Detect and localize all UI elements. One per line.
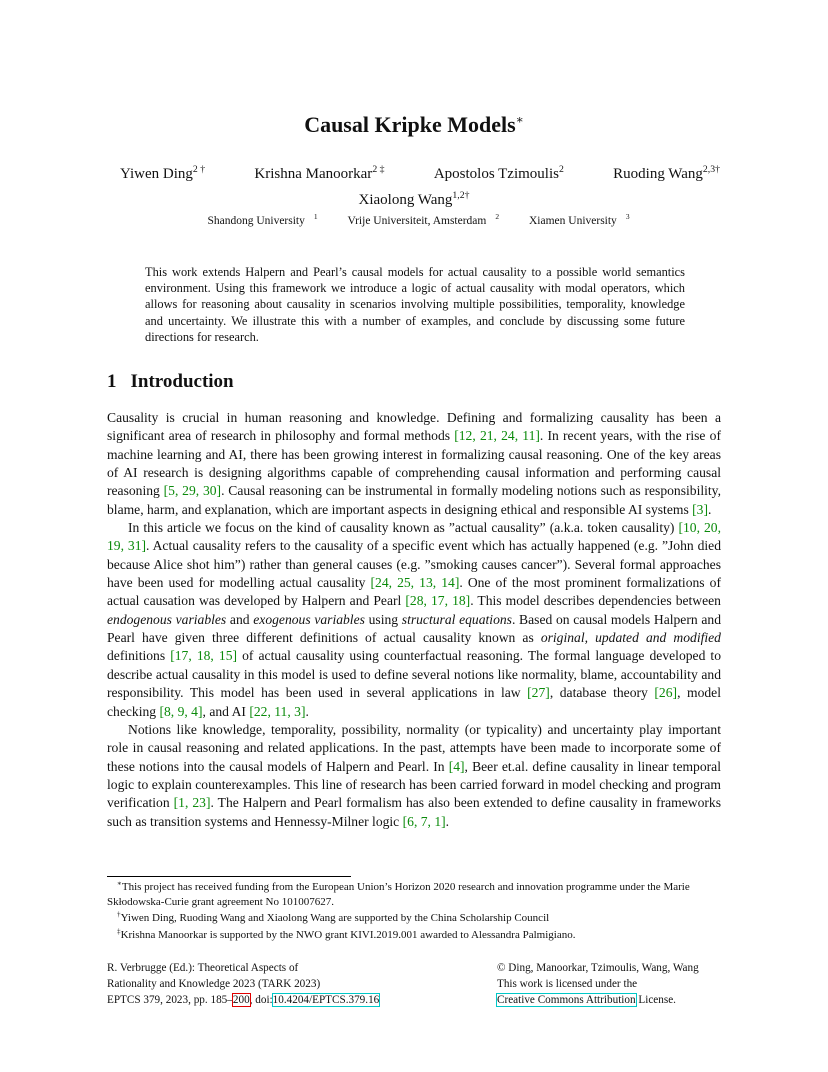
- affiliation: [198, 212, 318, 227]
- author-sup: 2: [558, 164, 564, 175]
- citation-link[interactable]: [8, 9, 4]: [159, 703, 203, 719]
- last-page-link[interactable]: 200: [232, 994, 250, 1006]
- citation-link[interactable]: [3]: [692, 501, 708, 517]
- footnote-text: Yiwen Ding, Ruoding Wang and Xiaolong Wang are supported by the China Scholarship Council: [120, 912, 550, 925]
- affiliations: [0, 212, 828, 227]
- citation-link[interactable]: [4]: [448, 758, 465, 774]
- text-run: , database theory: [549, 685, 655, 701]
- citation-link[interactable]: [6, 7, 1]: [402, 813, 446, 829]
- text-run: , model checking: [107, 685, 721, 719]
- section-title: Introduction: [130, 371, 234, 392]
- paragraph: [107, 519, 721, 721]
- license-line: This work is licensed under the: [497, 978, 638, 990]
- affiliation-sup: 2: [495, 212, 500, 222]
- citation-link[interactable]: [24, 25, 13, 14]: [370, 575, 460, 591]
- text-run: . This model describes dependencies between: [470, 593, 721, 609]
- text-run: .: [445, 813, 450, 829]
- citation-link[interactable]: [10, 20, 19, 31]: [107, 520, 721, 554]
- text-run: , Beer et.al. define causality in linear temporal logic to explain counterexamples. This line of research has been carried forward in model checking and program verification: [107, 758, 721, 811]
- text-run: .: [708, 501, 712, 517]
- emphasis: original, updated and modified: [540, 630, 721, 646]
- author-name: Krishna Manoorkar: [254, 166, 373, 182]
- footnote-text: This project has received funding from the European Union’s Horizon 2020 research and innovation programme under the Marie Skłodowska-Curie grant agreement No 101007627.: [107, 881, 690, 908]
- text-run: . The Halpern and Pearl formalism has also been extended to define causality in frameworks such as transition systems and Hennessy-Milner logic: [107, 795, 721, 829]
- text-run: . In recent years, with the rise of machine learning and AI, there has been growing interest in formalizing causal reasoning. One of the key areas of AI research is designing algorithms capable of comprehending causal information and performing causal reasoning: [107, 428, 721, 499]
- footnote: [107, 928, 721, 943]
- footnote: [107, 911, 721, 926]
- text-run: .: [305, 703, 309, 719]
- footnote: [107, 880, 721, 909]
- text-run: of actual causality using counterfactual reasoning. The formal language developed to describe actual causality in this model is used to define several notions like normality, blame, accountability and responsibility. This model has been used in several applications in law: [107, 648, 722, 701]
- author: [613, 166, 720, 183]
- doi-link[interactable]: 10.4204/EPTCS.379.16: [272, 994, 380, 1006]
- affiliation-sup: 3: [625, 212, 630, 222]
- paper-title: [0, 112, 828, 138]
- author-name: Ruoding Wang: [613, 166, 703, 182]
- citation-link[interactable]: [1, 23]: [173, 795, 211, 811]
- text-run: definitions: [107, 648, 171, 664]
- footnote-divider: [107, 876, 351, 877]
- title-footnote-mark[interactable]: ∗: [515, 112, 524, 127]
- affiliation-name: Vrije Universiteit, Amsterdam: [347, 215, 487, 227]
- text-run: . Causal reasoning can be instrumental in formally modeling notions such as responsibility, blame, harm, and explanation, which are important aspects in designing ethical and responsible AI systems: [107, 483, 721, 517]
- text-run: License.: [635, 994, 676, 1006]
- citation-link[interactable]: [26]: [654, 685, 678, 701]
- text-run: and: [226, 611, 254, 627]
- emphasis: endogenous variables: [107, 611, 227, 627]
- pub-line: R. Verbrugge (Ed.): Theoretical Aspects of: [107, 962, 299, 974]
- citation-link[interactable]: [17, 18, 15]: [170, 648, 238, 664]
- footnote-mark: ‡: [117, 927, 121, 936]
- license-link[interactable]: Creative Commons Attribution: [497, 994, 636, 1006]
- author-sup: 2 †: [192, 164, 206, 175]
- title-text: Causal Kripke Models: [304, 112, 516, 137]
- text-run: , doi:: [249, 994, 273, 1006]
- paragraph: [107, 721, 721, 831]
- author-list-row2: [0, 192, 828, 209]
- copyright-line: © Ding, Manoorkar, Tzimoulis, Wang, Wang: [497, 962, 699, 974]
- footnote-mark: ∗: [117, 879, 122, 888]
- affiliation-name: Xiamen University: [528, 215, 617, 227]
- abstract: This work extends Halpern and Pearl’s causal models for actual causality to a possible world semantics environment. Using this framework we introduce a logic of actual causality with modal operators, which allows for reasoning about causality in scenarios involving multiple possibilities, temporality, knowledge and uncertainty. We illustrate this with a number of examples, and conclude by discussing some future directions for research.: [145, 265, 685, 344]
- text-run: using: [364, 611, 402, 627]
- citation-link[interactable]: [22, 11, 3]: [249, 703, 306, 719]
- affiliation-sup: 1: [313, 212, 318, 222]
- text-run: In this article we focus on the kind of causality known as ”actual causality” (a.k.a. token causality): [128, 520, 679, 536]
- footnote-mark: †: [117, 910, 121, 919]
- footnote-text: Krishna Manoorkar is supported by the NWO grant KIVI.2019.001 awarded to Alessandra Palmigiano.: [120, 928, 576, 941]
- author-name: Xiaolong Wang: [358, 192, 453, 208]
- author-name: Yiwen Ding: [120, 166, 193, 182]
- emphasis: structural equations: [401, 611, 512, 627]
- text-run: EPTCS 379, 2023, pp. 185–: [107, 994, 233, 1006]
- author-name: Apostolos Tzimoulis: [433, 166, 559, 182]
- text-run: Causality is crucial in human reasoning and knowledge. Defining and formalizing causality has been a significant area of research in philosophy and formal methods: [107, 410, 721, 444]
- section-heading: [107, 371, 234, 393]
- license-info: [497, 960, 699, 1008]
- emphasis: exogenous variables: [253, 611, 365, 627]
- pub-line: [107, 992, 379, 1008]
- pub-line: Rationality and Knowledge 2023 (TARK 2023): [107, 978, 321, 990]
- body-text: [107, 409, 721, 831]
- affiliation: [338, 212, 500, 227]
- affiliation-name: Shandong University: [207, 215, 305, 227]
- affiliation: [520, 212, 630, 227]
- publication-info: [107, 960, 379, 1008]
- citation-link[interactable]: [27]: [527, 685, 550, 701]
- text-run: . One of the most prominent formalizations of actual causation was developed by Halpern and Pearl: [107, 575, 721, 609]
- author: [254, 166, 384, 183]
- footnotes: [107, 880, 721, 944]
- license-line: [497, 992, 699, 1008]
- text-run: . Actual causality refers to the causality of a specific event which has actually happened (e.g. ”John died because Alice shot him”) rather than general causes (e.g. ”smoking causes cancer”). Several formal approaches have been used for modelling actual causality: [107, 538, 721, 591]
- citation-link[interactable]: [28, 17, 18]: [405, 593, 471, 609]
- text-run: Notions like knowledge, temporality, possibility, normality (or typicality) and uncertainty play important role in causal reasoning and related applications. In the past, attempts have been made to incorporate some of these notions into the causal models of Halpern and Pearl. In: [107, 721, 721, 774]
- author-list: [120, 166, 720, 183]
- author: [120, 166, 205, 183]
- section-number: 1: [107, 371, 117, 392]
- author: [434, 166, 564, 183]
- author-sup: 1,2†: [452, 190, 470, 201]
- paragraph: [107, 409, 721, 519]
- citation-link[interactable]: [5, 29, 30]: [163, 483, 222, 499]
- author-sup: 2 ‡: [372, 164, 385, 175]
- author-sup: 2,3†: [702, 164, 720, 175]
- citation-link[interactable]: [12, 21, 24, 11]: [454, 428, 540, 444]
- text-run: , and AI: [202, 703, 250, 719]
- text-run: . Based on causal models Halpern and Pearl have given three different definitions of actual causality known as: [107, 611, 721, 646]
